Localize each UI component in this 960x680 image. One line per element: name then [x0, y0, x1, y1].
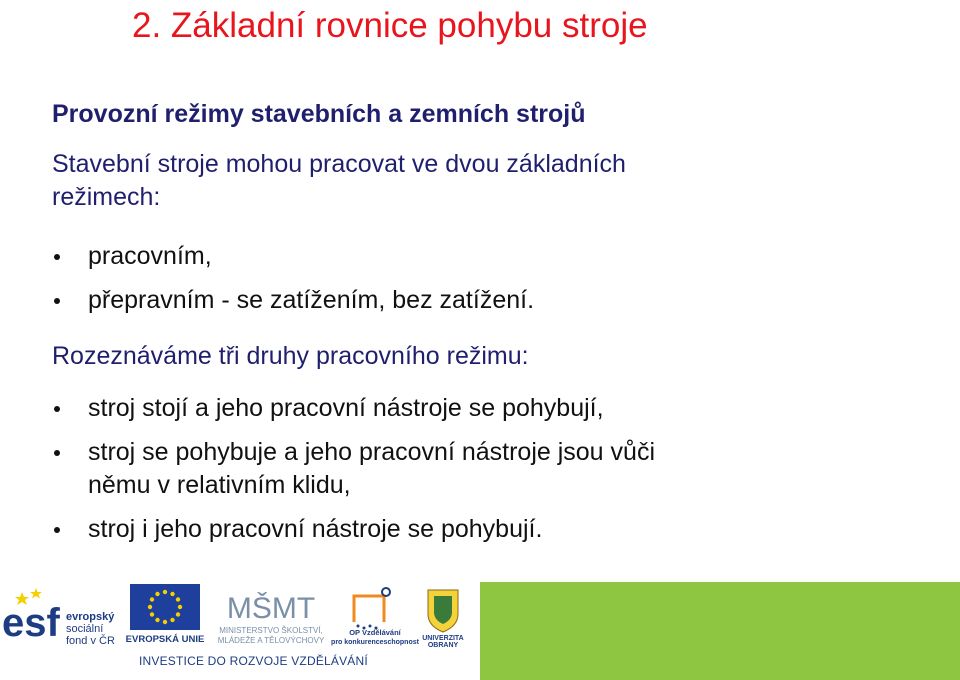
- types-intro: Rozeznáváme tři druhy pracovního režimu:: [52, 342, 529, 370]
- eu-star-icon: [170, 618, 174, 622]
- eu-star-icon: [150, 597, 154, 601]
- op-line-2: pro konkurenceschopnost: [331, 639, 419, 646]
- univ-line-2: OBRANY: [427, 642, 459, 649]
- msmt-line-2: MLÁDEŽE A TĚLOVÝCHOVY: [217, 636, 325, 645]
- esf-line-2: sociální: [66, 623, 104, 635]
- intro-line-1: Stavební stroje mohou pracovat ve dvou základních: [52, 150, 626, 178]
- footer-caption: INVESTICE DO ROZVOJE VZDĚLÁVÁNÍ: [139, 654, 368, 668]
- eu-star-icon: [155, 592, 159, 596]
- slide-title: 2. Základní rovnice pohybu stroje: [132, 6, 648, 45]
- modes-list: [52, 240, 534, 317]
- green-accent-block: [480, 582, 960, 680]
- eu-star-icon: [150, 612, 154, 616]
- bullet-icon: [54, 406, 60, 412]
- list-item: [52, 284, 534, 317]
- list-item: [52, 513, 655, 546]
- list-item: [52, 392, 655, 425]
- eu-star-icon: [163, 620, 167, 624]
- type-text-line-2: němu v relativním klidu,: [88, 471, 351, 499]
- bullet-icon: [54, 254, 60, 260]
- list-item: [52, 240, 534, 273]
- eu-star-icon: [178, 605, 182, 609]
- type-text: stroj i jeho pracovní nástroje se pohybují.: [88, 515, 543, 543]
- msmt-mark: MŠMT: [226, 592, 316, 625]
- univerzita-obrany-crest-icon: [418, 584, 468, 648]
- mode-text: přepravním - se zatížením, bez zatížení.: [88, 286, 535, 314]
- types-list: [52, 392, 655, 546]
- univ-line-1: UNIVERZITA: [422, 635, 464, 642]
- eu-star-icon: [170, 592, 174, 596]
- section-subheading: Provozní režimy stavebních a zemních strojů: [52, 100, 586, 128]
- eu-star-icon: [148, 605, 152, 609]
- mode-text: pracovním,: [88, 242, 212, 270]
- footer-logo-bar: [0, 582, 960, 680]
- msmt-line-1: MINISTERSTVO ŠKOLSTVÍ,: [219, 626, 323, 635]
- op-vzdelavani-logo-icon: [331, 582, 419, 648]
- bullet-icon: [54, 298, 60, 304]
- op-line-1: OP Vzdělávání: [349, 628, 401, 637]
- bullet-icon: [54, 450, 60, 456]
- esf-mark: esf: [2, 601, 60, 645]
- esf-logo-icon: [2, 586, 122, 650]
- esf-line-1: evropský: [66, 611, 115, 623]
- intro-line-2: režimech:: [52, 183, 161, 211]
- eu-flag-icon: [124, 584, 206, 646]
- msmt-logo-icon: [208, 584, 334, 646]
- intro-paragraph: [52, 148, 626, 214]
- type-text-line-1: stroj se pohybuje a jeho pracovní nástroje jsou vůči: [88, 438, 655, 466]
- eu-star-icon: [176, 612, 180, 616]
- eu-star-icon: [155, 618, 159, 622]
- bullet-icon: [54, 527, 60, 533]
- esf-line-3: fond v ČR: [66, 635, 115, 647]
- eu-star-icon: [163, 590, 167, 594]
- eu-label: EVROPSKÁ UNIE: [125, 634, 205, 645]
- type-text: stroj stojí a jeho pracovní nástroje se pohybují,: [88, 394, 604, 422]
- list-item: [52, 436, 655, 502]
- eu-star-icon: [176, 597, 180, 601]
